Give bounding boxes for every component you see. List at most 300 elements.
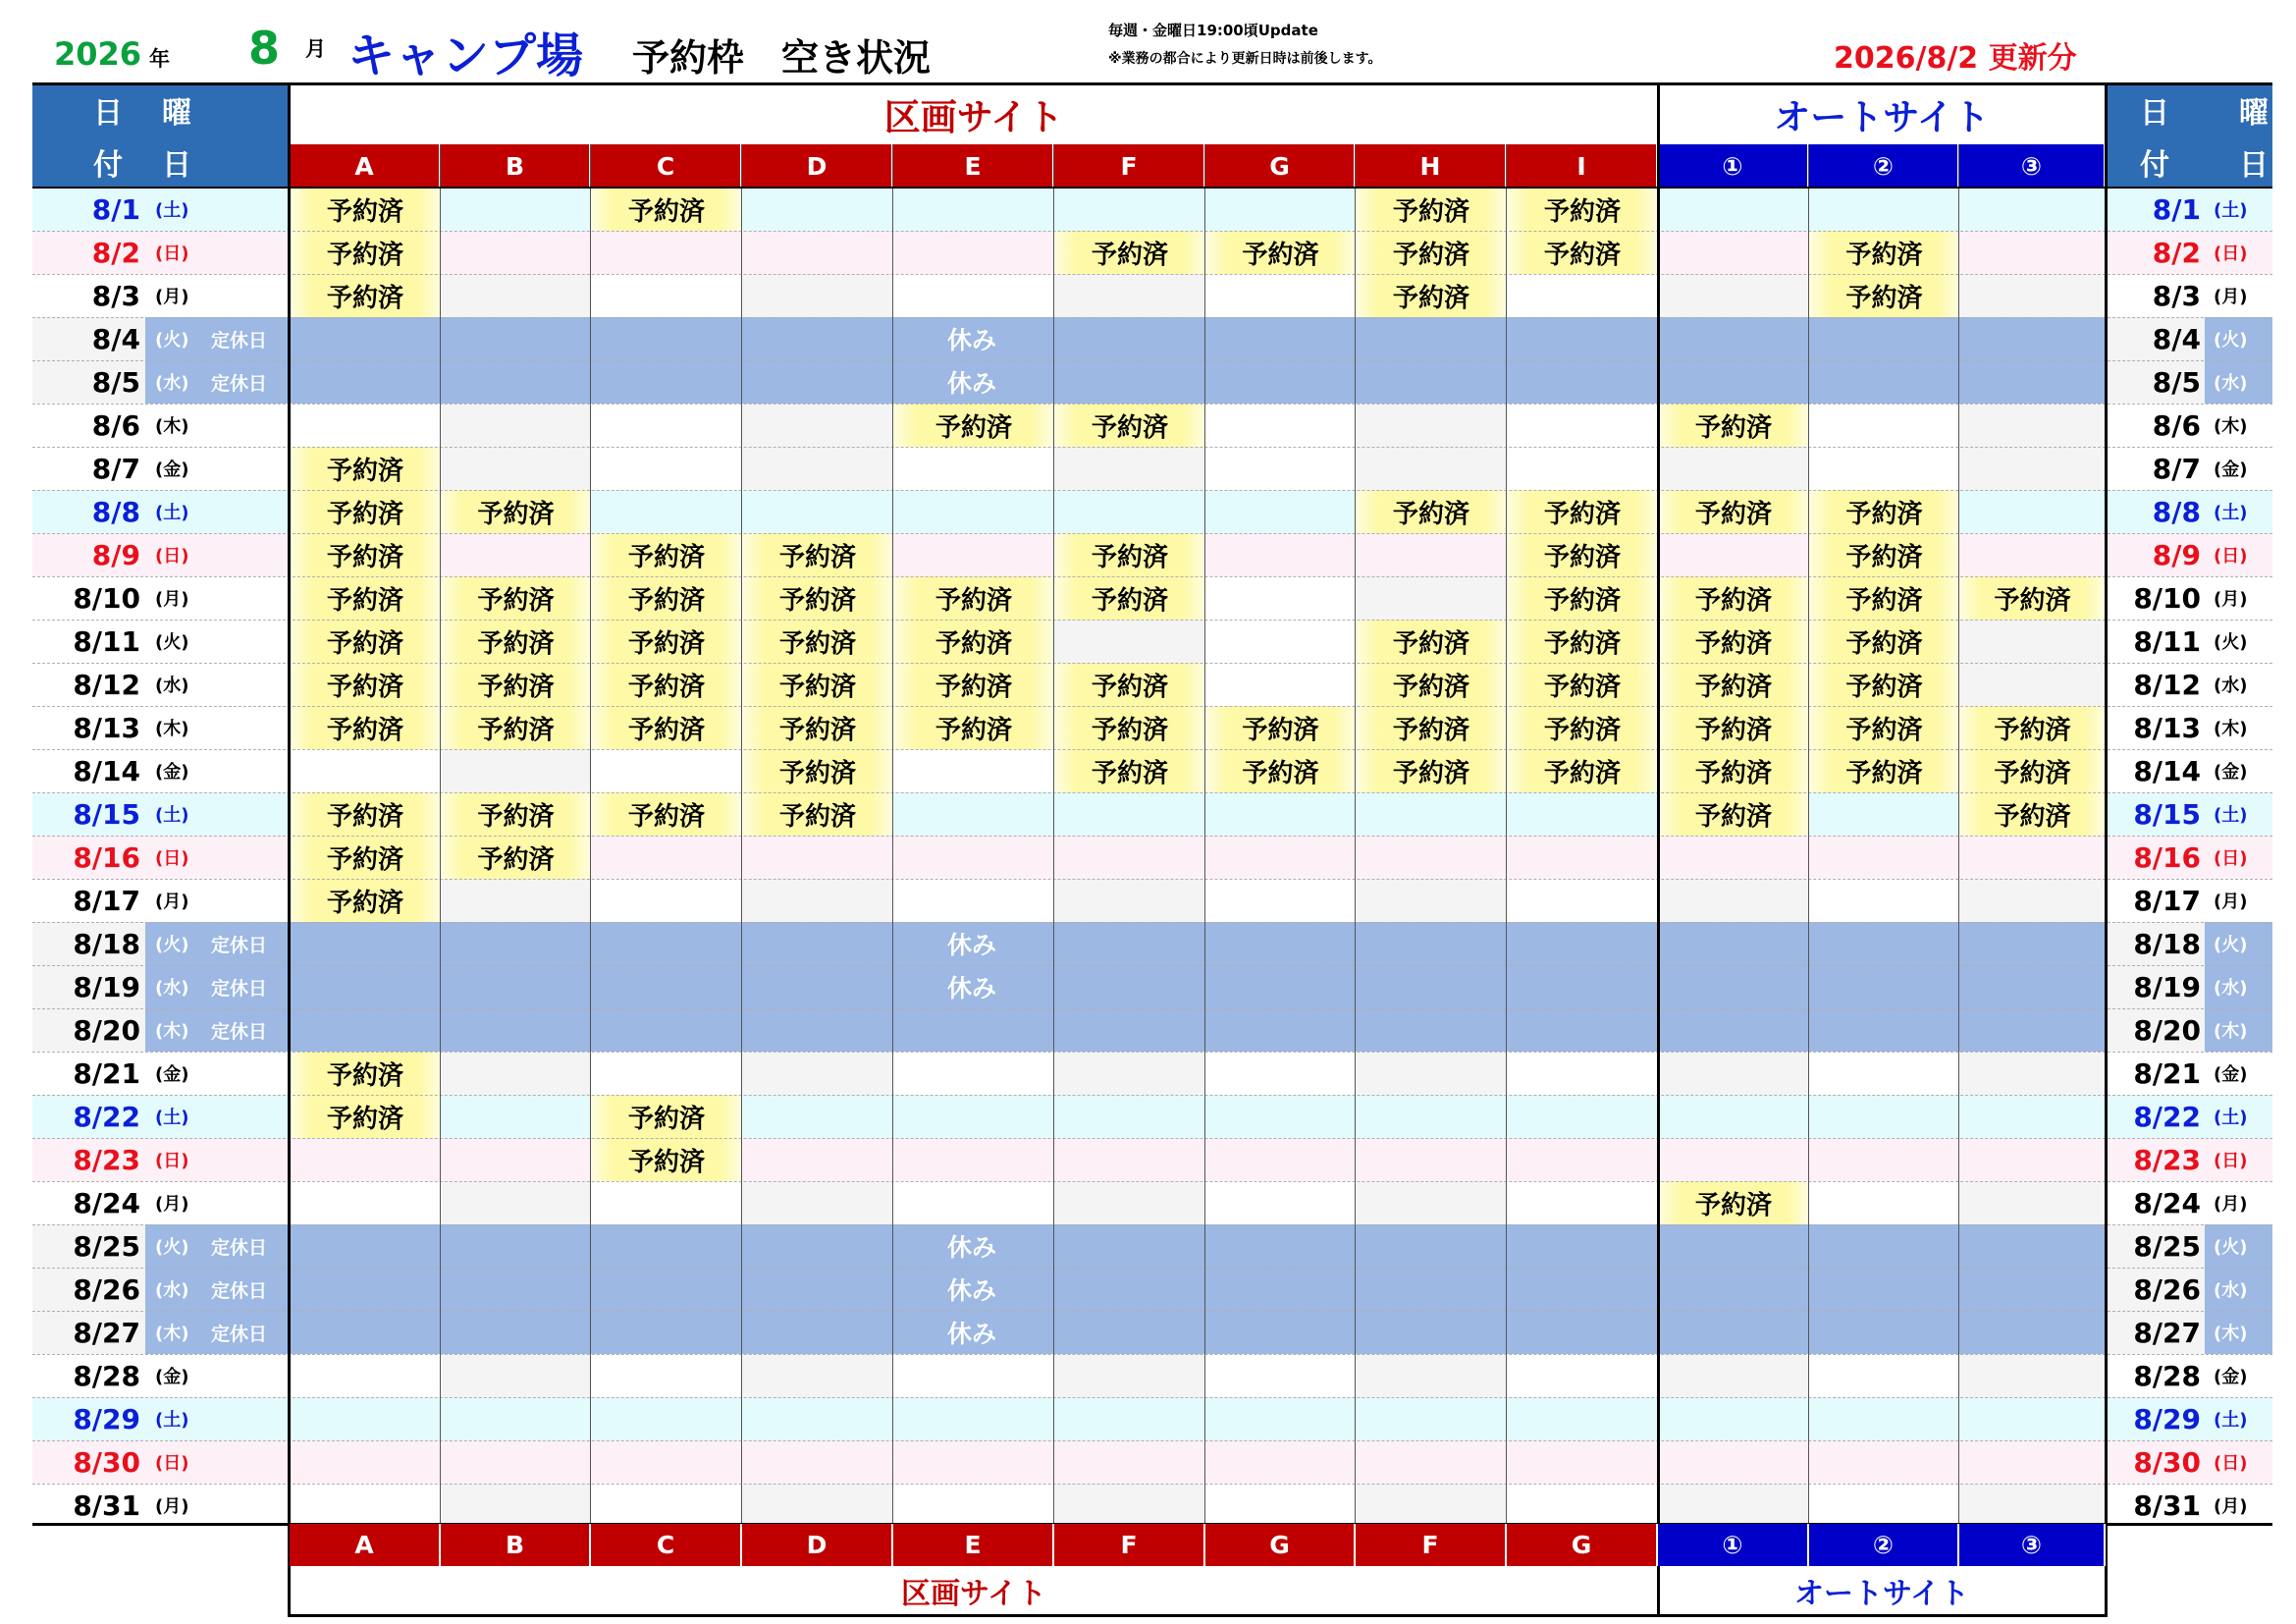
reservation-slot-open[interactable]: [1809, 1484, 1959, 1527]
reservation-slot-open[interactable]: [1658, 274, 1809, 317]
reservation-slot-open[interactable]: [1658, 1052, 1809, 1095]
reservation-slot-open[interactable]: [441, 1181, 591, 1224]
reservation-slot-open[interactable]: [1054, 792, 1205, 836]
reservation-slot-open[interactable]: [1054, 1397, 1205, 1440]
reservation-slot-reserved[interactable]: 予約済: [1507, 706, 1658, 749]
reservation-slot-open[interactable]: [441, 749, 591, 792]
reservation-slot-reserved[interactable]: 予約済: [1507, 231, 1658, 274]
reservation-slot-open[interactable]: [1809, 1052, 1959, 1095]
reservation-slot-reserved[interactable]: 予約済: [1356, 620, 1507, 663]
reservation-slot-open[interactable]: [1809, 1354, 1959, 1397]
reservation-slot-reserved[interactable]: 予約済: [1054, 404, 1205, 447]
reservation-slot-reserved[interactable]: 予約済: [1658, 706, 1809, 749]
reservation-slot-open[interactable]: [893, 1484, 1054, 1527]
reservation-slot-open[interactable]: [1356, 1484, 1507, 1527]
reservation-slot-reserved[interactable]: 予約済: [591, 1095, 742, 1138]
reservation-slot-open[interactable]: [591, 1397, 742, 1440]
reservation-slot-reserved[interactable]: 予約済: [1356, 231, 1507, 274]
reservation-slot-open[interactable]: [742, 1181, 893, 1224]
reservation-slot-reserved[interactable]: 予約済: [1959, 749, 2106, 792]
reservation-slot-reserved[interactable]: 予約済: [1356, 749, 1507, 792]
reservation-slot-open[interactable]: [591, 1440, 742, 1484]
reservation-slot-open[interactable]: [591, 749, 742, 792]
reservation-slot-open[interactable]: [1205, 447, 1356, 490]
reservation-slot-reserved[interactable]: 予約済: [290, 274, 441, 317]
reservation-slot-reserved[interactable]: 予約済: [742, 792, 893, 836]
reservation-slot-reserved[interactable]: 予約済: [591, 576, 742, 620]
reservation-slot-open[interactable]: [1356, 879, 1507, 922]
reservation-slot-open[interactable]: [893, 792, 1054, 836]
reservation-slot-open[interactable]: [1658, 1138, 1809, 1181]
reservation-slot-open[interactable]: [1356, 792, 1507, 836]
reservation-slot-open[interactable]: [1054, 620, 1205, 663]
reservation-slot-reserved[interactable]: 予約済: [1205, 749, 1356, 792]
reservation-slot-open[interactable]: [1205, 1052, 1356, 1095]
reservation-slot-open[interactable]: [1054, 1095, 1205, 1138]
reservation-slot-open[interactable]: [893, 879, 1054, 922]
section-footer-auto: オートサイト: [1794, 1576, 1969, 1611]
reservation-slot-open[interactable]: [290, 1138, 441, 1181]
reservation-slot-open[interactable]: [1356, 533, 1507, 576]
reservation-slot-reserved[interactable]: 予約済: [290, 792, 441, 836]
reservation-slot-open[interactable]: [591, 1181, 742, 1224]
reservation-slot-open[interactable]: [1507, 879, 1658, 922]
reservation-slot-open[interactable]: [1658, 447, 1809, 490]
reservation-slot-open[interactable]: [1959, 1095, 2106, 1138]
reservation-slot-open[interactable]: [290, 404, 441, 447]
reservation-slot-open[interactable]: [1356, 1440, 1507, 1484]
reservation-slot-open[interactable]: [290, 1354, 441, 1397]
reservation-slot-reserved[interactable]: 予約済: [441, 663, 591, 706]
reservation-slot-open[interactable]: [441, 188, 591, 231]
reservation-slot-open[interactable]: [742, 836, 893, 879]
reservation-slot-reserved[interactable]: 予約済: [1809, 274, 1959, 317]
reservation-slot-open[interactable]: [1205, 1138, 1356, 1181]
reservation-slot-open[interactable]: [1959, 274, 2106, 317]
row-date-right: 8/25: [2133, 1229, 2201, 1263]
reservation-slot-reserved[interactable]: 予約済: [290, 836, 441, 879]
reservation-slot-open[interactable]: [441, 231, 591, 274]
reservation-slot-open[interactable]: [893, 274, 1054, 317]
reservation-slot-open[interactable]: [1809, 836, 1959, 879]
reservation-slot-open[interactable]: [1809, 1095, 1959, 1138]
reservation-slot-open[interactable]: [893, 836, 1054, 879]
reservation-slot-reserved[interactable]: 予約済: [441, 620, 591, 663]
reservation-slot-open[interactable]: [1658, 836, 1809, 879]
reservation-slot-open[interactable]: [1507, 274, 1658, 317]
reservation-slot-open[interactable]: [1507, 836, 1658, 879]
reservation-slot-open[interactable]: [441, 1095, 591, 1138]
reservation-slot-open[interactable]: [893, 1440, 1054, 1484]
reservation-slot-open[interactable]: [1356, 1138, 1507, 1181]
reservation-slot-reserved[interactable]: 予約済: [1658, 749, 1809, 792]
reservation-slot-open[interactable]: [1507, 1440, 1658, 1484]
reservation-slot-open[interactable]: [1356, 1052, 1507, 1095]
reservation-slot-open[interactable]: [1959, 1138, 2106, 1181]
reservation-slot-reserved[interactable]: 予約済: [290, 188, 441, 231]
reservation-slot-open[interactable]: [1809, 1397, 1959, 1440]
reservation-slot-open[interactable]: [742, 1397, 893, 1440]
reservation-slot-reserved[interactable]: 予約済: [1054, 663, 1205, 706]
reservation-slot-reserved[interactable]: 予約済: [742, 533, 893, 576]
reservation-slot-open[interactable]: [1507, 1181, 1658, 1224]
reservation-slot-open[interactable]: [742, 1052, 893, 1095]
reservation-slot-reserved[interactable]: 予約済: [1658, 490, 1809, 533]
reservation-slot-open[interactable]: [290, 1181, 441, 1224]
reservation-slot-open[interactable]: [1959, 836, 2106, 879]
reservation-slot-reserved[interactable]: 予約済: [1054, 706, 1205, 749]
reservation-slot-reserved[interactable]: 予約済: [893, 620, 1054, 663]
reservation-slot-open[interactable]: [591, 231, 742, 274]
reservation-slot-reserved[interactable]: 予約済: [893, 576, 1054, 620]
reservation-slot-open[interactable]: [742, 188, 893, 231]
reservation-slot-open[interactable]: [1054, 1052, 1205, 1095]
reservation-slot-open[interactable]: [1205, 663, 1356, 706]
reservation-slot-open[interactable]: [742, 490, 893, 533]
reservation-slot-reserved[interactable]: 予約済: [1809, 620, 1959, 663]
reservation-slot-reserved[interactable]: 予約済: [742, 620, 893, 663]
reservation-slot-open[interactable]: [1658, 1095, 1809, 1138]
reservation-slot-reserved[interactable]: 予約済: [441, 490, 591, 533]
reservation-slot-open[interactable]: [893, 749, 1054, 792]
row-divider: [32, 1181, 2272, 1182]
reservation-slot-open[interactable]: [1809, 404, 1959, 447]
reservation-slot-open[interactable]: [591, 1052, 742, 1095]
reservation-slot-open[interactable]: [1507, 404, 1658, 447]
reservation-slot-reserved[interactable]: 予約済: [742, 576, 893, 620]
reservation-slot-reserved[interactable]: 予約済: [441, 836, 591, 879]
reservation-slot-open[interactable]: [1809, 1440, 1959, 1484]
reservation-slot-reserved[interactable]: 予約済: [290, 620, 441, 663]
closed-day-label: 定休日: [211, 1323, 268, 1345]
reservation-slot-reserved[interactable]: 予約済: [1658, 792, 1809, 836]
reservation-slot-reserved[interactable]: 予約済: [742, 663, 893, 706]
reservation-slot-reserved[interactable]: 予約済: [591, 533, 742, 576]
reservation-slot-open[interactable]: [1959, 490, 2106, 533]
reservation-slot-open[interactable]: [1356, 1354, 1507, 1397]
reservation-slot-open[interactable]: [742, 404, 893, 447]
row-divider: [32, 1138, 2272, 1139]
reservation-slot-open[interactable]: [893, 188, 1054, 231]
reservation-slot-open[interactable]: [290, 749, 441, 792]
reservation-slot-reserved[interactable]: 予約済: [441, 576, 591, 620]
reservation-slot-reserved[interactable]: 予約済: [1658, 663, 1809, 706]
reservation-slot-reserved[interactable]: 予約済: [1507, 663, 1658, 706]
reservation-slot-reserved[interactable]: 予約済: [290, 533, 441, 576]
reservation-slot-reserved[interactable]: 予約済: [290, 490, 441, 533]
reservation-slot-open[interactable]: [1205, 533, 1356, 576]
reservation-slot-open[interactable]: [1356, 1095, 1507, 1138]
reservation-slot-open[interactable]: [1205, 1354, 1356, 1397]
reservation-slot-open[interactable]: [742, 1138, 893, 1181]
reservation-slot-open[interactable]: [1809, 1138, 1959, 1181]
reservation-slot-reserved[interactable]: 予約済: [1959, 706, 2106, 749]
reservation-slot-open[interactable]: [893, 490, 1054, 533]
site-footer-cell: D: [742, 1524, 893, 1566]
reservation-slot-open[interactable]: [441, 1397, 591, 1440]
reservation-slot-reserved[interactable]: 予約済: [1658, 576, 1809, 620]
rest-label: 休み: [946, 1320, 996, 1348]
reservation-slot-open[interactable]: [1959, 188, 2106, 231]
reservation-slot-open[interactable]: [893, 1181, 1054, 1224]
reservation-slot-open[interactable]: [1054, 188, 1205, 231]
reservation-slot-open[interactable]: [591, 447, 742, 490]
row-date: 8/3: [91, 279, 140, 312]
reservation-slot-open[interactable]: [1507, 1138, 1658, 1181]
reservation-slot-open[interactable]: [1205, 836, 1356, 879]
reservation-slot-open[interactable]: [893, 1397, 1054, 1440]
reservation-slot-open[interactable]: [893, 1354, 1054, 1397]
reservation-slot-open[interactable]: [1054, 1354, 1205, 1397]
reservation-slot-open[interactable]: [441, 1052, 591, 1095]
reservation-slot-reserved[interactable]: 予約済: [591, 792, 742, 836]
reservation-slot-open[interactable]: [441, 447, 591, 490]
reservation-slot-reserved[interactable]: 予約済: [1507, 490, 1658, 533]
reservation-slot-open[interactable]: [1054, 1181, 1205, 1224]
row-day-of-week: (火): [155, 632, 189, 653]
reservation-slot-open[interactable]: [1054, 879, 1205, 922]
reservation-slot-open[interactable]: [742, 1095, 893, 1138]
date-header-label: 付: [93, 148, 123, 183]
reservation-slot-open[interactable]: [893, 1052, 1054, 1095]
reservation-slot-open[interactable]: [591, 490, 742, 533]
reservation-slot-open[interactable]: [591, 836, 742, 879]
reservation-slot-open[interactable]: [441, 1354, 591, 1397]
reservation-slot-open[interactable]: [591, 404, 742, 447]
reservation-slot-reserved[interactable]: 予約済: [290, 879, 441, 922]
reservation-slot-open[interactable]: [1205, 1095, 1356, 1138]
reservation-slot-open[interactable]: [441, 274, 591, 317]
reservation-slot-open[interactable]: [742, 1484, 893, 1527]
reservation-slot-open[interactable]: [591, 274, 742, 317]
site-footer-cell: E: [893, 1524, 1054, 1566]
reservation-slot-open[interactable]: [742, 447, 893, 490]
reservation-slot-reserved[interactable]: 予約済: [290, 1095, 441, 1138]
reservation-slot-reserved[interactable]: 予約済: [290, 231, 441, 274]
reservation-slot-reserved[interactable]: 予約済: [1205, 706, 1356, 749]
reservation-slot-open[interactable]: [893, 231, 1054, 274]
reservation-slot-open[interactable]: [1205, 274, 1356, 317]
reservation-slot-reserved[interactable]: 予約済: [742, 749, 893, 792]
reservation-slot-open[interactable]: [441, 879, 591, 922]
row-date-right: 8/2: [2152, 236, 2201, 269]
reservation-slot-reserved[interactable]: 予約済: [1507, 620, 1658, 663]
reservation-slot-open[interactable]: [1356, 1181, 1507, 1224]
reservation-slot-open[interactable]: [1054, 836, 1205, 879]
reservation-slot-reserved[interactable]: 予約済: [1507, 749, 1658, 792]
reservation-slot-reserved[interactable]: 予約済: [591, 620, 742, 663]
reservation-slot-open[interactable]: [742, 231, 893, 274]
reservation-slot-open[interactable]: [1959, 1440, 2106, 1484]
reservation-slot-open[interactable]: [1959, 620, 2106, 663]
reservation-slot-reserved[interactable]: 予約済: [893, 663, 1054, 706]
reservation-slot-open[interactable]: [1809, 188, 1959, 231]
row-divider: [32, 231, 2272, 232]
reservation-slot-reserved[interactable]: 予約済: [1356, 706, 1507, 749]
reservation-slot-reserved[interactable]: 予約済: [1809, 490, 1959, 533]
reservation-slot-open[interactable]: [1959, 879, 2106, 922]
reservation-slot-reserved[interactable]: 予約済: [1054, 749, 1205, 792]
reservation-slot-open[interactable]: [1809, 1181, 1959, 1224]
site-header-cell: ①: [1658, 144, 1809, 188]
row-day-of-week-right: (水): [2214, 373, 2248, 394]
reservation-slot-reserved[interactable]: 予約済: [290, 447, 441, 490]
reservation-slot-open[interactable]: [1959, 404, 2106, 447]
reservation-slot-reserved[interactable]: 予約済: [1507, 533, 1658, 576]
reservation-slot-open[interactable]: [1959, 1181, 2106, 1224]
reservation-slot-reserved[interactable]: 予約済: [441, 792, 591, 836]
reservation-slot-open[interactable]: [1356, 576, 1507, 620]
row-day-of-week-right: (土): [2214, 805, 2248, 826]
reservation-slot-open[interactable]: [1205, 1440, 1356, 1484]
reservation-slot-open[interactable]: [1658, 1354, 1809, 1397]
reservation-slot-open[interactable]: [290, 1484, 441, 1527]
reservation-slot-open[interactable]: [1205, 1181, 1356, 1224]
reservation-slot-reserved[interactable]: 予約済: [893, 706, 1054, 749]
reservation-slot-open[interactable]: [1959, 231, 2106, 274]
reservation-slot-open[interactable]: [1959, 1052, 2106, 1095]
reservation-slot-reserved[interactable]: 予約済: [1959, 792, 2106, 836]
reservation-slot-open[interactable]: [1205, 620, 1356, 663]
reservation-slot-open[interactable]: [1507, 1354, 1658, 1397]
reservation-slot-open[interactable]: [1507, 792, 1658, 836]
reservation-slot-reserved[interactable]: 予約済: [1356, 188, 1507, 231]
reservation-slot-open[interactable]: [893, 1138, 1054, 1181]
reservation-slot-open[interactable]: [1658, 188, 1809, 231]
reservation-slot-reserved[interactable]: 予約済: [1658, 404, 1809, 447]
reservation-slot-open[interactable]: [1507, 1095, 1658, 1138]
reservation-slot-open[interactable]: [1054, 274, 1205, 317]
reservation-slot-open[interactable]: [1959, 1397, 2106, 1440]
reservation-slot-reserved[interactable]: 予約済: [1658, 620, 1809, 663]
reservation-slot-open[interactable]: [1507, 1052, 1658, 1095]
reservation-slot-open[interactable]: [1658, 231, 1809, 274]
reservation-slot-open[interactable]: [1959, 1484, 2106, 1527]
reservation-slot-reserved[interactable]: 予約済: [1507, 576, 1658, 620]
row-day-of-week: (金): [155, 1367, 189, 1387]
site-header-cell: H: [1356, 144, 1507, 188]
reservation-slot-open[interactable]: [591, 879, 742, 922]
date-header-label: 日: [93, 95, 123, 131]
reservation-slot-open[interactable]: [1054, 1440, 1205, 1484]
reservation-slot-open[interactable]: [1205, 490, 1356, 533]
reservation-slot-reserved[interactable]: 予約済: [1809, 663, 1959, 706]
reservation-slot-reserved[interactable]: 予約済: [1809, 533, 1959, 576]
reservation-slot-open[interactable]: [1507, 447, 1658, 490]
reservation-slot-reserved[interactable]: 予約済: [1658, 1181, 1809, 1224]
reservation-slot-open[interactable]: [290, 1397, 441, 1440]
reservation-slot-reserved[interactable]: 予約済: [290, 1052, 441, 1095]
reservation-slot-open[interactable]: [591, 1484, 742, 1527]
reservation-slot-open[interactable]: [1658, 533, 1809, 576]
reservation-slot-reserved[interactable]: 予約済: [290, 576, 441, 620]
reservation-slot-open[interactable]: [1809, 879, 1959, 922]
reservation-slot-reserved[interactable]: 予約済: [441, 706, 591, 749]
reservation-slot-open[interactable]: [893, 1095, 1054, 1138]
row-day-of-week-right: (水): [2214, 1280, 2248, 1301]
reservation-slot-open[interactable]: [1356, 404, 1507, 447]
reservation-slot-open[interactable]: [1356, 836, 1507, 879]
reservation-slot-open[interactable]: [1809, 792, 1959, 836]
reservation-slot-open[interactable]: [1054, 1138, 1205, 1181]
reservation-slot-open[interactable]: [742, 1440, 893, 1484]
reservation-slot-open[interactable]: [441, 404, 591, 447]
reservation-slot-reserved[interactable]: 予約済: [1054, 231, 1205, 274]
reservation-slot-reserved[interactable]: 予約済: [742, 706, 893, 749]
reservation-slot-reserved[interactable]: 予約済: [290, 706, 441, 749]
reservation-slot-open[interactable]: [441, 533, 591, 576]
reservation-slot-open[interactable]: [1205, 1397, 1356, 1440]
reservation-slot-open[interactable]: [441, 1484, 591, 1527]
reservation-slot-open[interactable]: [1507, 1397, 1658, 1440]
reservation-slot-open[interactable]: [893, 447, 1054, 490]
reservation-slot-open[interactable]: [893, 533, 1054, 576]
reservation-slot-reserved[interactable]: 予約済: [591, 706, 742, 749]
reservation-slot-open[interactable]: [290, 1440, 441, 1484]
reservation-slot-open[interactable]: [1959, 663, 2106, 706]
reservation-slot-reserved[interactable]: 予約済: [1809, 576, 1959, 620]
reservation-slot-open[interactable]: [1205, 792, 1356, 836]
reservation-slot-open[interactable]: [1054, 490, 1205, 533]
reservation-slot-open[interactable]: [1658, 1484, 1809, 1527]
reservation-slot-open[interactable]: [1356, 1397, 1507, 1440]
reservation-slot-open[interactable]: [1205, 1484, 1356, 1527]
reservation-slot-open[interactable]: [1658, 1397, 1809, 1440]
reservation-slot-reserved[interactable]: 予約済: [1356, 490, 1507, 533]
reservation-slot-open[interactable]: [1054, 447, 1205, 490]
reservation-slot-open[interactable]: [441, 1138, 591, 1181]
row-date: 8/25: [73, 1229, 140, 1263]
reservation-slot-reserved[interactable]: 予約済: [1054, 533, 1205, 576]
row-date: 8/2: [91, 236, 140, 269]
reservation-slot-open[interactable]: [591, 1354, 742, 1397]
row-day-of-week: (土): [155, 1108, 189, 1128]
reservation-slot-reserved[interactable]: 予約済: [1054, 576, 1205, 620]
reservation-slot-reserved[interactable]: 予約済: [591, 1138, 742, 1181]
reservation-slot-open[interactable]: [1205, 879, 1356, 922]
reservation-slot-open[interactable]: [742, 274, 893, 317]
reservation-slot-open[interactable]: [1054, 1484, 1205, 1527]
reservation-slot-open[interactable]: [1959, 533, 2106, 576]
reservation-slot-open[interactable]: [1959, 1354, 2106, 1397]
reservation-slot-open[interactable]: [1658, 1440, 1809, 1484]
reservation-slot-reserved[interactable]: 予約済: [591, 188, 742, 231]
reservation-slot-reserved[interactable]: 予約済: [1356, 274, 1507, 317]
reservation-slot-reserved[interactable]: 予約済: [1809, 706, 1959, 749]
reservation-slot-reserved[interactable]: 予約済: [290, 663, 441, 706]
reservation-slot-open[interactable]: [1507, 1484, 1658, 1527]
reservation-slot-reserved[interactable]: 予約済: [1809, 231, 1959, 274]
reservation-slot-open[interactable]: [1205, 404, 1356, 447]
reservation-slot-open[interactable]: [1356, 447, 1507, 490]
reservation-slot-open[interactable]: [1658, 879, 1809, 922]
reservation-slot-open[interactable]: [1205, 188, 1356, 231]
reservation-slot-reserved[interactable]: 予約済: [1205, 231, 1356, 274]
reservation-slot-reserved[interactable]: 予約済: [1356, 663, 1507, 706]
reservation-slot-reserved[interactable]: 予約済: [1507, 188, 1658, 231]
reservation-slot-open[interactable]: [1959, 447, 2106, 490]
reservation-slot-open[interactable]: [1205, 576, 1356, 620]
reservation-slot-open[interactable]: [1809, 447, 1959, 490]
reservation-slot-reserved[interactable]: 予約済: [1809, 749, 1959, 792]
row-divider: [32, 533, 2272, 534]
reservation-slot-open[interactable]: [441, 1440, 591, 1484]
reservation-slot-reserved[interactable]: 予約済: [591, 663, 742, 706]
reservation-slot-open[interactable]: [742, 879, 893, 922]
reservation-slot-open[interactable]: [742, 1354, 893, 1397]
reservation-slot-reserved[interactable]: 予約済: [1959, 576, 2106, 620]
reservation-slot-reserved[interactable]: 予約済: [893, 404, 1054, 447]
